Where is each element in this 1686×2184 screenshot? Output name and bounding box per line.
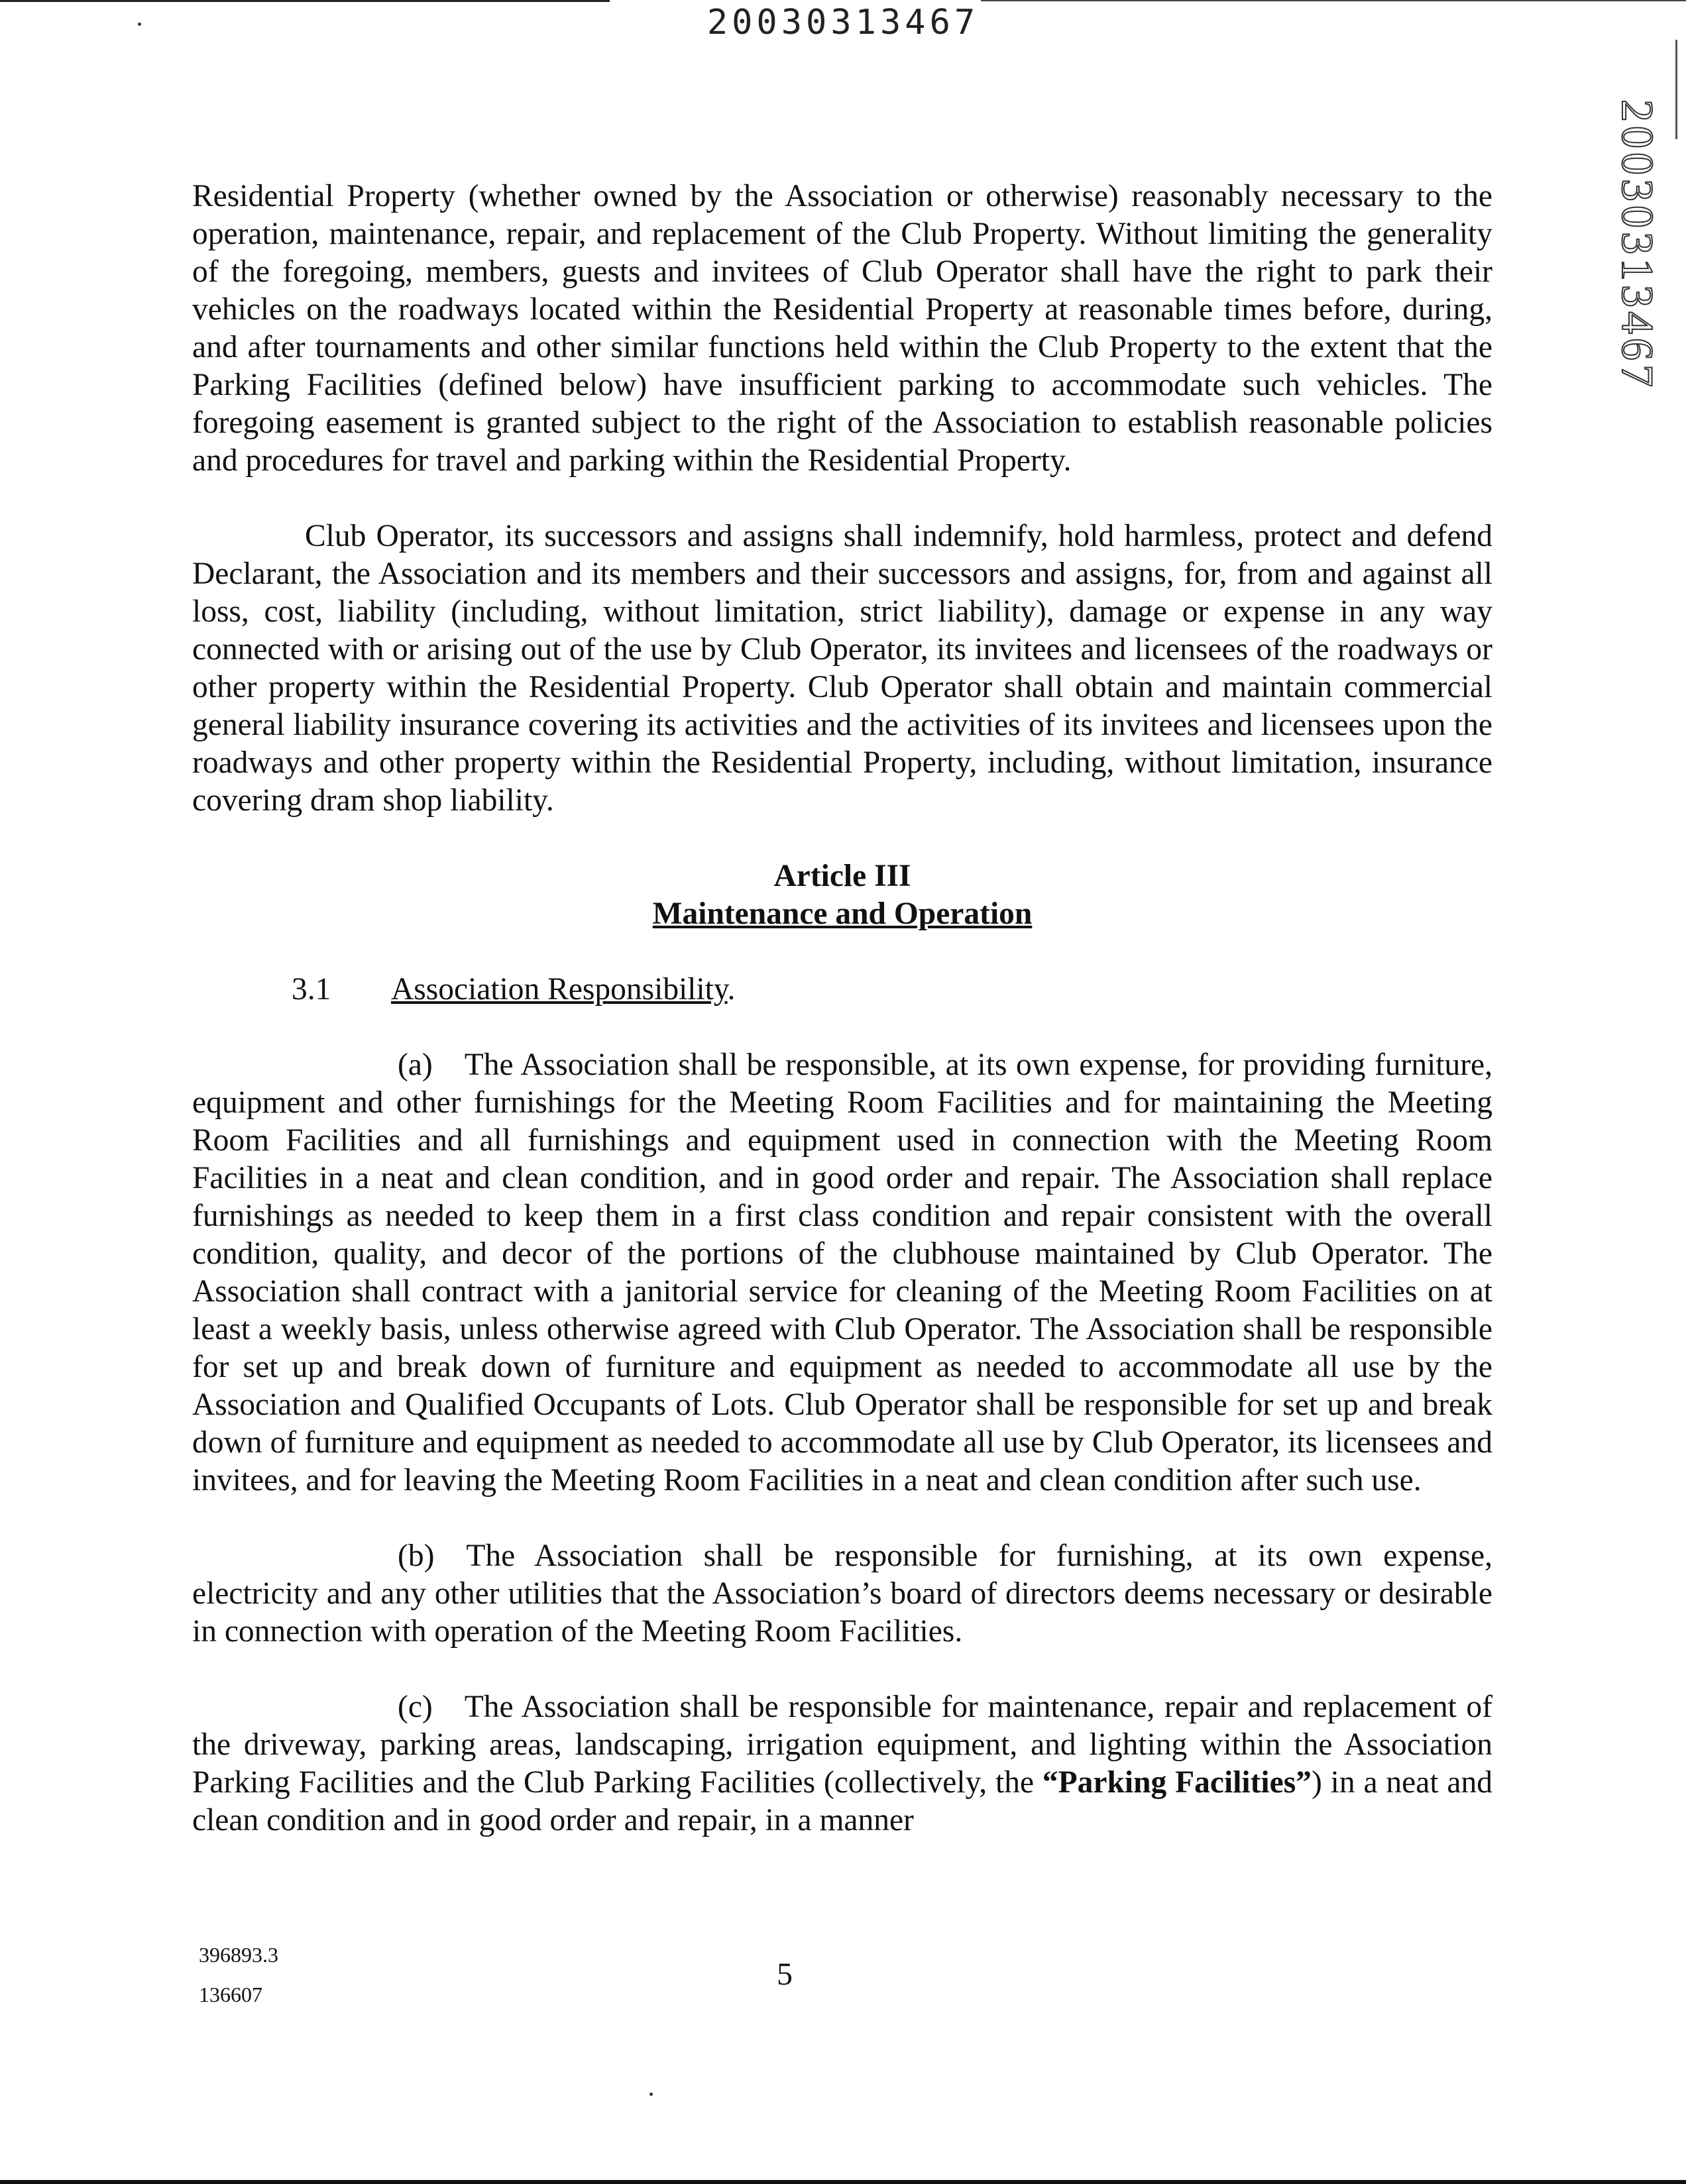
subsection-c-text-before: The Association shall be responsible for maintenance, repair and replacement of the driveway, parking areas, landscaping, irrigation equipment, and lighting within the Association Parking Facilities and the Club Parking Facilities (collectively, the — [192, 1690, 1492, 1800]
subsection-b-text: The Association shall be responsible for furnishing, at its own expense, electricity and any other utilities that the Association’s board of directors deems necessary or desirable in connection with operation of the Meeting Room Facilities. — [192, 1539, 1492, 1649]
section-title-period: . — [727, 972, 736, 1007]
document-body — [192, 178, 1492, 1839]
side-document-stamp: 20030313467 — [1612, 99, 1663, 391]
footer-client-code: 136607 — [199, 1983, 262, 2006]
article-heading — [192, 857, 1492, 933]
subsection-a-text: The Association shall be responsible, at its own expense, for providing furniture, equipment and other furnishings for the Meeting Room Facilities and for maintaining the Meeting Room Facilities and all furnishings and equipment used in connection with the Meeting Room Facilities in a neat and clean condition, and in good order and repair. The Association shall replace furnishings as needed to keep them in a first class condition and repair consistent with the overall condition, quality, and decor of the portions of the clubhouse maintained by Club Operator. The Association shall contract with a janitorial service for cleaning of the Meeting Room Facilities on at least a weekly basis, unless otherwise agreed with Club Operator. The Association shall be responsible for set up and break down of furniture and equipment as needed to accommodate all use by the Association and Qualified Occupants of Lots. Club Operator shall be responsible for set up and break down of furniture and equipment as needed to accommodate all use by Club Operator, its licensees and invitees, and for leaving the Meeting Room Facilities in a neat and clean condition after such use. — [192, 1048, 1492, 1498]
footer-document-code: 396893.3 — [199, 1943, 278, 1967]
subsection-c-text-after: ) in a neat and clean condition and in good order and repair, in a manner — [192, 1765, 1492, 1837]
page-number: 5 — [777, 1957, 793, 1992]
bottom-scan-rule — [0, 2180, 1686, 2184]
subsection-b — [192, 1537, 1492, 1651]
section-number: 3.1 — [292, 972, 331, 1007]
article-title: Maintenance and Operation — [652, 897, 1033, 931]
subsection-a — [192, 1046, 1492, 1500]
document-number-header: 20030313467 — [706, 3, 980, 42]
side-scan-bar — [1675, 40, 1677, 139]
subsection-c — [192, 1688, 1492, 1839]
section-heading — [192, 971, 1492, 1009]
section-title: Association Responsibility — [391, 972, 728, 1007]
paragraph-residential-property: Residential Property (whether owned by the Association or otherwise) reasonably necessary to the operation, maintenance, repair, and replacement of the Club Property. Without limiting the generality of the foregoing, members, guests and invitees of Club Operator shall have the right to park their vehicles on the roadways located within the Residential Property at reasonable times before, during, and after tournaments and other similar functions held within the Club Property to the extent that the Parking Facilities (defined below) have insufficient parking to accommodate such vehicles. The foregoing easement is granted subject to the right of the Association to establish reasonable policies and procedures for travel and parking within the Residential Property. — [192, 179, 1492, 478]
subsection-a-label: (a) — [398, 1048, 433, 1082]
paragraph-indemnification: Club Operator, its successors and assigns shall indemnify, hold harmless, protect and defend Declarant, the Association and its members and their successors and assigns, for, from and against all loss, cost, liability (including, without limitation, strict liability), damage or expense in any way connected with or arising out of the use by Club Operator, its invitees and licensees of the roadways or other property within the Residential Property. Club Operator shall obtain and maintain commercial general liability insurance covering its activities and the activities of its invitees and licensees upon the roadways and other property within the Residential Property, including, without limitation, insurance covering dram shop liability. — [192, 519, 1492, 818]
subsection-b-label: (b) — [398, 1539, 435, 1573]
scan-speck — [649, 2093, 653, 2096]
defined-term-parking-facilities: “Parking Facilities” — [1042, 1765, 1312, 1800]
top-scan-rule-right — [981, 0, 1686, 1]
subsection-c-label: (c) — [398, 1690, 433, 1724]
article-number: Article III — [773, 859, 911, 893]
top-scan-rule — [0, 0, 610, 2]
